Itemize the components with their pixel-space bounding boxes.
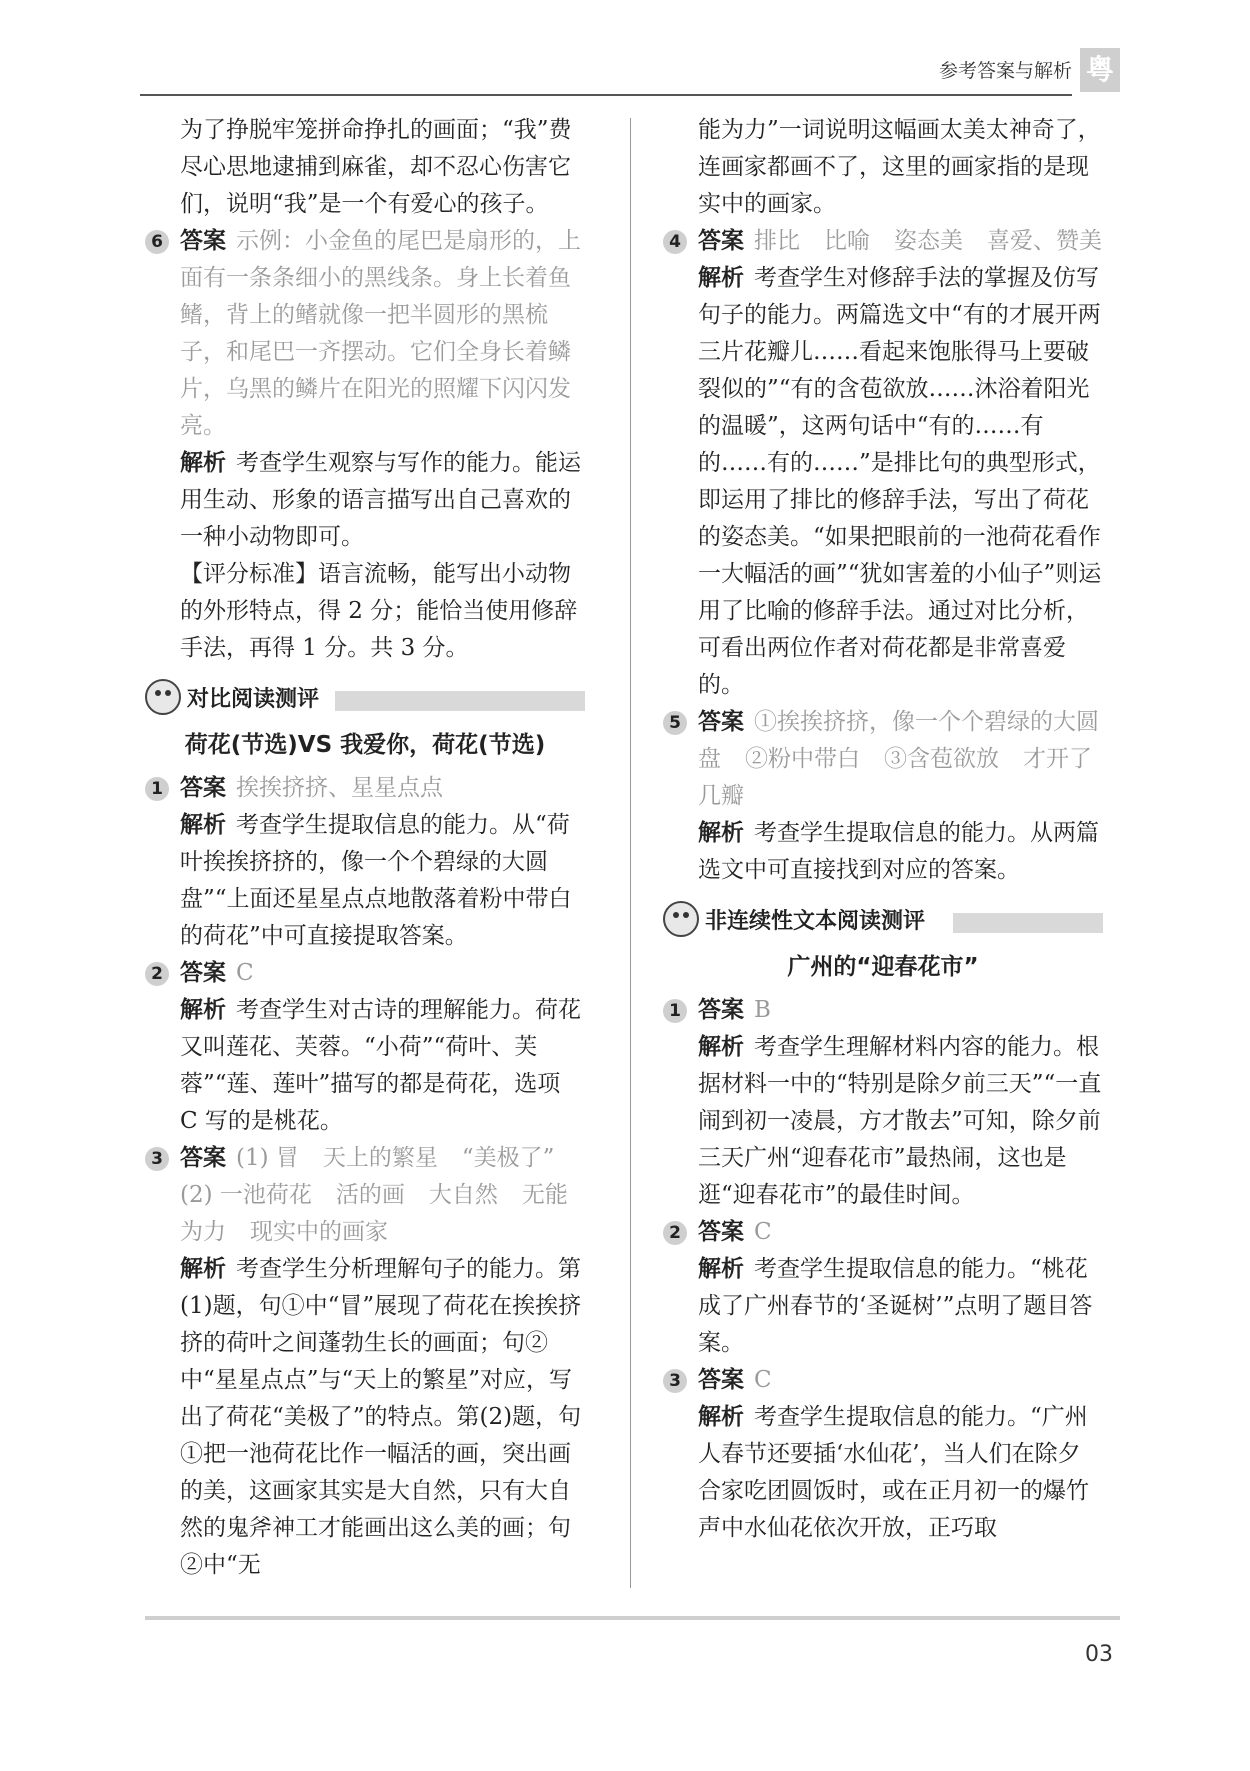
answer-text: C bbox=[236, 960, 254, 986]
answer-part: ①挨挨挤挤，像一个个碧绿的大圆盘 bbox=[698, 709, 1099, 772]
question-number: 3 bbox=[663, 1369, 687, 1393]
answer-part: ②粉中带白 bbox=[745, 746, 860, 772]
analysis-label: 解析 bbox=[180, 997, 226, 1023]
analysis-text: 考查学生提取信息的能力。“桃花成了广州春节的‘圣诞树’”点明了题目答案。 bbox=[698, 1256, 1093, 1356]
answer-label: 答案 bbox=[698, 228, 744, 254]
answer-text: C bbox=[754, 1367, 772, 1393]
analysis-label: 解析 bbox=[180, 812, 226, 838]
answer-label: 答案 bbox=[698, 997, 744, 1023]
answer-text: C bbox=[754, 1219, 772, 1245]
answer-part: 比喻 bbox=[824, 228, 870, 254]
answer-part: 天上的繁星 bbox=[322, 1145, 438, 1171]
section-header bbox=[145, 675, 585, 721]
question-1 bbox=[145, 770, 585, 807]
answer-part: (2) 一池荷花 bbox=[180, 1182, 312, 1208]
section-header bbox=[663, 897, 1103, 943]
page-header bbox=[140, 48, 1120, 102]
section-subtitle: 广州的“迎春花市” bbox=[787, 954, 979, 980]
analysis-block bbox=[663, 815, 1103, 889]
question-3 bbox=[663, 1362, 1103, 1399]
analysis-label: 解析 bbox=[698, 265, 744, 291]
answer-part: 无能为力 bbox=[180, 1182, 568, 1245]
analysis-label: 解析 bbox=[180, 450, 226, 476]
analysis-block bbox=[663, 1399, 1103, 1547]
analysis-label: 解析 bbox=[698, 820, 744, 846]
analysis-label: 解析 bbox=[180, 1256, 226, 1282]
question-2 bbox=[145, 955, 585, 992]
analysis-text: 考查学生提取信息的能力。从两篇选文中可直接找到对应的答案。 bbox=[698, 820, 1099, 883]
page-number: 03 bbox=[1085, 1642, 1113, 1667]
answer-part: “美极了” bbox=[461, 1145, 555, 1171]
analysis-text: 考查学生观察与写作的能力。能运用生动、形象的语言描写出自己喜欢的一种小动物即可。 bbox=[180, 450, 581, 550]
footer-rule bbox=[145, 1616, 1120, 1620]
question-1 bbox=[663, 992, 1103, 1029]
answer-part: 喜爱、赞美 bbox=[987, 228, 1102, 254]
section-bar bbox=[335, 691, 585, 711]
question-4 bbox=[663, 223, 1103, 260]
analysis-block bbox=[663, 1029, 1103, 1214]
answer-part: 现实中的画家 bbox=[250, 1219, 388, 1245]
analysis-label: 解析 bbox=[698, 1404, 744, 1430]
analysis-text: 考查学生提取信息的能力。“广州人春节还要插‘水仙花’，当人们在除夕合家吃团圆饭时，或在正月初一的爆竹声中水仙花依次开放，正巧取 bbox=[698, 1404, 1089, 1541]
analysis-text: 考查学生对修辞手法的掌握及仿写句子的能力。两篇选文中“有的才展开两三片花瓣儿……看起来饱胀得马上要破裂似的”“有的含苞欲放……沐浴着阳光的温暖”，这两句话中“有的……有的……有的……”是排比句的典型形式，即运用了排比的修辞手法，写出了荷花的姿态美。“如果把眼前的一池荷花看作一大幅活的画”“犹如害羞的小仙子”则运用了比喻的修辞手法。通过对比分析，可看出两位作者对荷花都是非常喜爱的。 bbox=[698, 265, 1102, 698]
reader-icon bbox=[663, 901, 699, 937]
question-3 bbox=[145, 1140, 585, 1251]
answer-label: 答案 bbox=[180, 775, 226, 801]
analysis-block bbox=[145, 1251, 585, 1584]
analysis-block bbox=[145, 807, 585, 955]
continued-paragraph: 能为力”一词说明这幅画太美太神奇了，连画家都画不了，这里的画家指的是现实中的画家。 bbox=[698, 117, 1101, 217]
question-number: 1 bbox=[145, 777, 169, 801]
answer-text: 挨挨挤挤、星星点点 bbox=[236, 775, 443, 801]
header-rule bbox=[140, 94, 1072, 96]
question-number: 2 bbox=[145, 962, 169, 986]
reader-icon bbox=[145, 679, 181, 715]
section-title: 对比阅读测评 bbox=[187, 687, 320, 712]
answer-part: 排比 bbox=[754, 228, 800, 254]
answer-part: ③含苞欲放 bbox=[884, 746, 999, 772]
section-bar bbox=[953, 913, 1103, 933]
question-number: 4 bbox=[663, 230, 687, 254]
analysis-text: 考查学生理解材料内容的能力。根据材料一中的“特别是除夕前三天”“一直闹到初一凌晨，方才散去”可知，除夕前三天广州“迎春花市”最热闹，这也是逛“迎春花市”的最佳时间。 bbox=[698, 1034, 1102, 1208]
analysis-text: 考查学生对古诗的理解能力。荷花又叫莲花、芙蓉。“小荷”“荷叶、芙蓉”“莲、莲叶”描写的都是荷花，选项 C 写的是桃花。 bbox=[180, 997, 581, 1134]
region-mark: 粤 bbox=[1080, 48, 1120, 92]
analysis-text: 考查学生分析理解句子的能力。第(1)题，句①中“冒”展现了荷花在挨挨挤挤的荷叶之间蓬勃生长的画面；句②中“星星点点”与“天上的繁星”对应，写出了荷花“美极了”的特点。第(2)题，句①把一池荷花比作一幅活的画，突出画的美，这画家其实是大自然，只有大自然的鬼斧神工才能画出这么美的画；句②中“无 bbox=[180, 1256, 582, 1578]
left-column bbox=[145, 112, 585, 1584]
analysis-label: 解析 bbox=[698, 1256, 744, 1282]
analysis-block bbox=[663, 260, 1103, 704]
scoring-criteria: 【评分标准】语言流畅，能写出小动物的外形特点，得 2 分；能恰当使用修辞手法，再得 1 分。共 3 分。 bbox=[180, 561, 578, 661]
question-number: 3 bbox=[145, 1147, 169, 1171]
answer-label: 答案 bbox=[698, 1219, 744, 1245]
analysis-block bbox=[145, 992, 585, 1140]
intro-paragraph: 为了挣脱牢笼拼命挣扎的画面；“我”费尽心思地逮捕到麻雀，却不忍心伤害它们，说明“我”是一个有爱心的孩子。 bbox=[180, 117, 572, 217]
column-divider bbox=[630, 118, 631, 1588]
answer-label: 答案 bbox=[180, 960, 226, 986]
analysis-text: 考查学生提取信息的能力。从“荷叶挨挨挤挤的，像一个个碧绿的大圆盘”“上面还星星点点地散落着粉中带白的荷花”中可直接提取答案。 bbox=[180, 812, 572, 949]
right-column bbox=[663, 112, 1103, 1547]
answer-part: 大自然 bbox=[428, 1182, 498, 1208]
question-6 bbox=[145, 223, 585, 445]
header-title: 参考答案与解析 bbox=[938, 60, 1072, 82]
analysis-label: 解析 bbox=[698, 1034, 744, 1060]
answer-label: 答案 bbox=[698, 1367, 744, 1393]
answer-part: (1) 冒 bbox=[236, 1145, 299, 1171]
answer-part: 活的画 bbox=[335, 1182, 405, 1208]
section-subtitle: 荷花(节选)VS 我爱你，荷花(节选) bbox=[184, 732, 546, 758]
answer-label: 答案 bbox=[698, 709, 744, 735]
analysis-block bbox=[663, 1251, 1103, 1362]
question-2 bbox=[663, 1214, 1103, 1251]
answer-label: 答案 bbox=[180, 228, 226, 254]
answer-part: 才开了几瓣 bbox=[698, 746, 1092, 809]
answer-label: 答案 bbox=[180, 1145, 226, 1171]
answer-text: 示例：小金鱼的尾巴是扇形的，上面有一条条细小的黑线条。身上长着鱼鳍，背上的鳍就像一把半圆形的黑梳子，和尾巴一齐摆动。它们全身长着鳞片，乌黑的鳞片在阳光的照耀下闪闪发亮。 bbox=[180, 228, 581, 439]
answer-part: 姿态美 bbox=[894, 228, 963, 254]
question-number: 1 bbox=[663, 999, 687, 1023]
analysis-block bbox=[145, 445, 585, 556]
question-number: 6 bbox=[145, 230, 169, 254]
answer-text: B bbox=[754, 997, 771, 1023]
question-number: 2 bbox=[663, 1221, 687, 1245]
question-number: 5 bbox=[663, 711, 687, 735]
section-title: 非连续性文本阅读测评 bbox=[705, 909, 926, 934]
question-5 bbox=[663, 704, 1103, 815]
